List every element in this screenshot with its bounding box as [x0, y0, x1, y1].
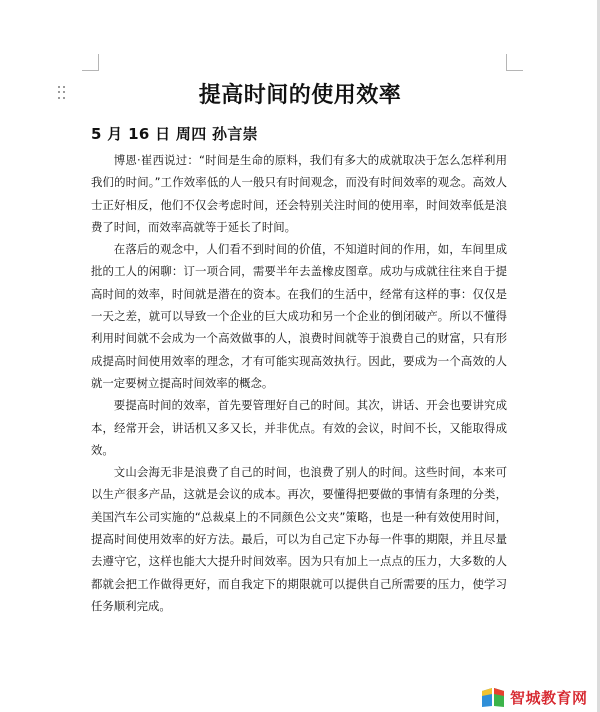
paragraph[interactable]: 要提高时间的效率，首先要管理好自己的时间。其次，讲话、开会也要讲究成本，经常开会，讲话机又多又长，并非优点。有效的会议，时间不长，又能取得成效。 [91, 398, 507, 457]
document-subtitle[interactable]: 5 月 16 日 周四 孙言崇 [91, 125, 258, 143]
document-title[interactable]: 提高时间的使用效率 [198, 83, 402, 108]
margin-corner-mark-left [82, 54, 99, 71]
document-body[interactable] [91, 149, 507, 617]
book-logo-icon [480, 685, 506, 709]
paragraph[interactable]: 文山会海无非是浪费了自己的时间，也浪费了别人的时间。这些时间，本来可以生产很多产品，这就是会议的成本。再次，要懂得把要做的事情有条理的分类，美国汽车公司实施的“总裁桌上的不同颜色公文夹”策略，也是一种有效使用时间，提高时间使用效率的好方法。最后，可以为自己定下办每一件事的期限，并且尽量去遵守它，这样也能大大提升时间效率。因为只有加上一点点的压力，大多数的人都就会把工作做得更好，而自我定下的期限就可以提供自己所需要的压力，使学习任务顺利完成。 [91, 465, 507, 613]
paragraph[interactable]: 在落后的观念中，人们看不到时间的价值，不知道时间的作用，如，车间里成批的工人的闲聊：订一项合同，需要半年去盖橡皮图章。成功与成就往往来自于提高时间的效率，时间就是潜在的资本。在我们的生活中，经常有这样的事：仅仅是一天之差，就可以导致一个企业的巨大成功和另一个企业的倒闭破产。所以不懂得利用时间就不会成为一个高效做事的人，浪费时间就等于浪费自己的财富，只有形成提高时间使用效率的理念，才有可能实现高效执行。因此，要成为一个高效的人就一定要树立提高时间效率的概念。 [91, 242, 507, 390]
paragraph[interactable]: 博恩·崔西说过：“时间是生命的原料，我们有多大的成就取决于怎么怎样利用我们的时间。”工作效率低的人一般只有时间观念，而没有时间效率的观念。高效人士正好相反，他们不仅会考虑时间，还会特别关注时间的使用率，时间效率低是浪费了时间，而效率高就等于延长了时间。 [91, 153, 507, 234]
site-watermark [480, 684, 588, 710]
margin-corner-mark-right [506, 54, 523, 71]
watermark-text: 智城教育网 [510, 688, 588, 707]
